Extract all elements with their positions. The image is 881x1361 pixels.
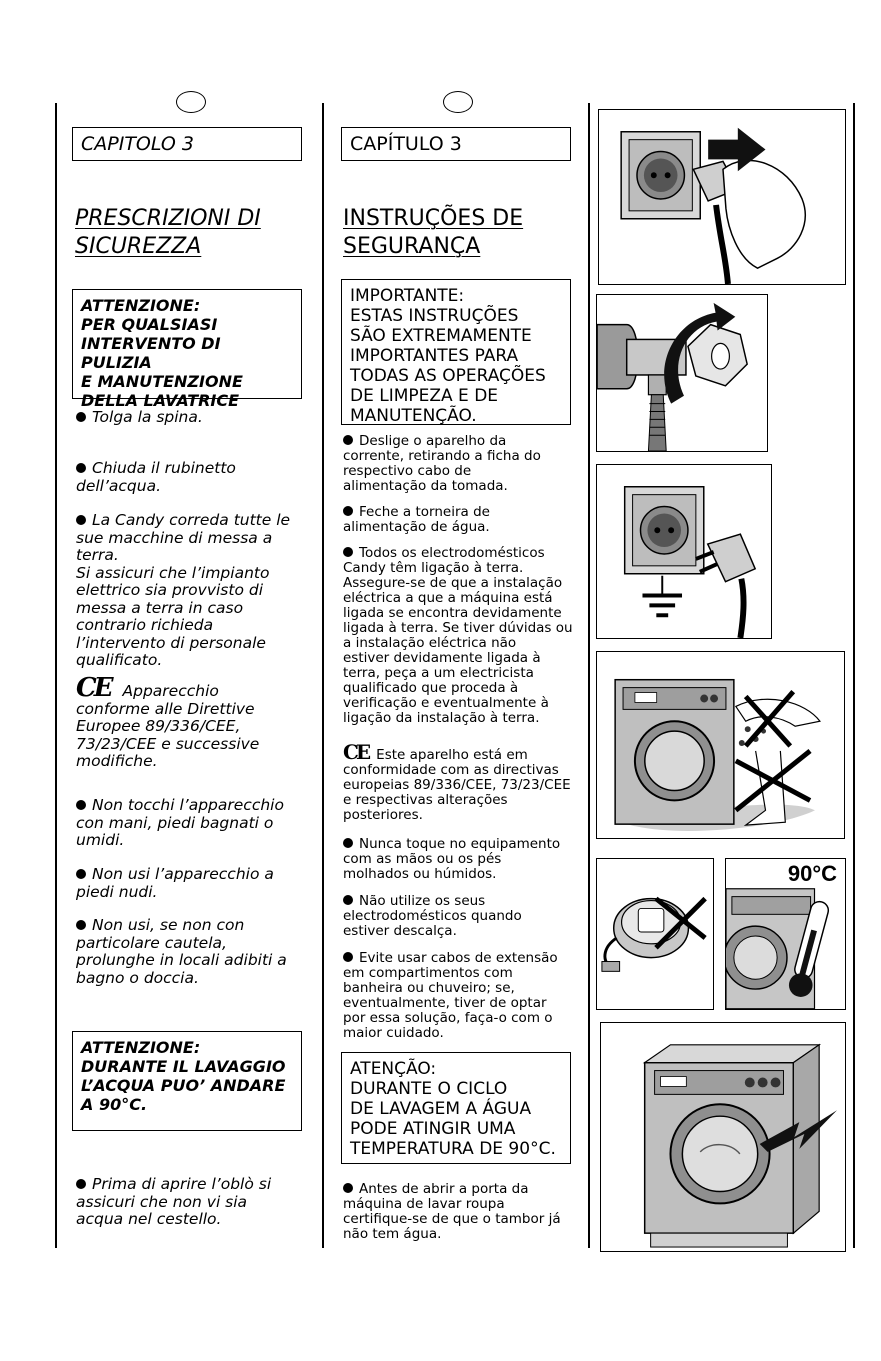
unplug-illustration bbox=[598, 109, 846, 285]
extension-cord-illustration bbox=[596, 858, 714, 1010]
page-title-portuguese: INSTRUÇÕES DE SEGURANÇA bbox=[343, 206, 524, 259]
instruction-door-italian: Prima di aprire l’oblò si assicuri che non vi sia acqua nel cestello. bbox=[76, 1175, 272, 1228]
temperature-illustration bbox=[725, 858, 846, 1010]
instruction-extension-portuguese: Evite usar cabos de extensão em compartimentos com banheira ou chuveiro; se, eventualmente, tiver de optar por essa solução, faça-o com o maior cuidado. bbox=[343, 950, 558, 1041]
washer-door-illustration bbox=[600, 1022, 846, 1252]
chapter-heading-portuguese: CAPÍTULO 3 bbox=[341, 127, 571, 161]
unplug-icon bbox=[599, 110, 845, 284]
tap-icon bbox=[597, 295, 767, 451]
instruction-barefoot-italian: Non usi l’apparecchio a piedi nudi. bbox=[76, 865, 274, 901]
ce-mark-icon: CE bbox=[76, 673, 111, 703]
ce-conformity-italian: CE Apparecchio conforme alle Direttive Europee 89/336/CEE, 73/23/CEE e successive modifiche. bbox=[76, 673, 260, 770]
warning-box-temperature-italian: ATTENZIONE: DURANTE IL LAVAGGIO L’ACQUA PUO’ ANDARE A 90°C. bbox=[72, 1031, 302, 1131]
instruction-wet-hands-portuguese: Nunca toque no equipamento com as mãos ou os pés molhados ou húmidos. bbox=[343, 836, 561, 882]
instruction-ground-italian: La Candy correda tutte le sue macchine di messa a terra. Si assicuri che l’impianto elettrico sia provvisto di messa a terra in caso contrario richieda l’intervento di personale qualificato. bbox=[76, 511, 291, 669]
instruction-door-portuguese: Antes de abrir a porta da máquina de lavar roupa certifique-se de que o tambor já não tem água. bbox=[343, 1181, 561, 1242]
ground-plug-icon bbox=[597, 465, 771, 638]
instruction-tap-portuguese: Feche a torneira de alimentação de água. bbox=[343, 504, 490, 535]
wet-hands-barefoot-illustration bbox=[596, 651, 845, 839]
instruction-wet-hands-italian: Non tocchi l’apparecchio con mani, piedi bagnati o umidi. bbox=[76, 796, 284, 849]
instruction-tap-italian: Chiuda il rubinetto dell’acqua. bbox=[76, 459, 236, 495]
warning-box-cleaning-portuguese: IMPORTANTE: ESTAS INSTRUÇÕES SÃO EXTREMAMENTE IMPORTANTES PARA TODAS AS OPERAÇÕES DE LIMPEZA E DE MANUTENÇÃO. bbox=[341, 279, 571, 425]
center-divider bbox=[322, 103, 324, 1248]
washer-door-icon bbox=[601, 1023, 845, 1251]
instruction-unplug-italian: Tolga la spina. bbox=[76, 409, 311, 427]
far-right-divider bbox=[853, 103, 855, 1248]
warning-box-temperature-portuguese: ATENÇÃO: DURANTE O CICLO DE LAVAGEM A ÁGUA PODE ATINGIR UMA TEMPERATURA DE 90°C. bbox=[341, 1052, 571, 1164]
right-divider bbox=[588, 103, 590, 1248]
ce-conformity-portuguese: CE Este aparelho está em conformidade com as directivas europeias 89/336/CEE, 73/23/CEE e respectivas alterações posteriores. bbox=[343, 740, 571, 823]
extension-cord-icon bbox=[597, 859, 713, 1009]
warning-box-cleaning-italian: ATTENZIONE: PER QUALSIASI INTERVENTO DI PULIZIA E MANUTENZIONE DELLA LAVATRICE bbox=[72, 289, 302, 399]
instruction-barefoot-portuguese: Não utilize os seus electrodomésticos quando estiver descalça. bbox=[343, 893, 522, 939]
ground-plug-illustration bbox=[596, 464, 772, 639]
instruction-extension-italian: Non usi, se non con particolare cautela, prolunghe in locali adibiti a bagno o doccia. bbox=[76, 916, 287, 987]
tap-illustration bbox=[596, 294, 768, 452]
instruction-ground-portuguese: Todos os electrodomésticos Candy têm ligação à terra. Assegure-se de que a instalação eléctrica a que a máquina está ligada se encontra devidamente ligada à terra. Se tiver dúvidas ou a instalação eléctrica não estiver devidamente ligada à terra, peça a um electricista qualificado que proceda à verificação e eventualmente à ligação da instalação à terra. bbox=[343, 545, 573, 726]
left-divider bbox=[55, 103, 57, 1248]
page-title-italian: PRESCRIZIONI DI SICUREZZA bbox=[75, 206, 261, 259]
temperature-label: 90°C bbox=[787, 861, 837, 886]
chapter-heading-italian: CAPITOLO 3 bbox=[72, 127, 302, 161]
instruction-unplug-portuguese: Deslige o aparelho da corrente, retirando a ficha do respectivo cabo de alimentação da tomada. bbox=[343, 433, 541, 494]
wet-hands-barefoot-icon bbox=[597, 652, 844, 838]
language-circle-portuguese bbox=[443, 91, 473, 113]
language-circle-italian bbox=[176, 91, 206, 113]
ce-mark-icon: CE bbox=[343, 740, 369, 764]
